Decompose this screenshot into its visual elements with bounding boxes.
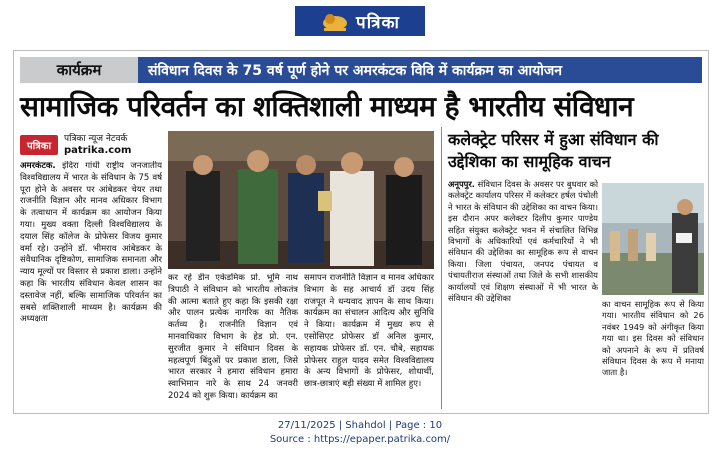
footer-source-line: Source : https://epaper.patrika.com/: [269, 434, 451, 445]
main-story-column-2: कर रहे डीन एकेडमिक प्रो. भूमि नाथ त्रिपाठी ने संविधान को भारतीय लोकतंत्र की आत्मा बताते हुए कहा कि इसकी रक्षा और पालन प्रत्येक नागरिक का नैतिक कर्तव्य है। राजनीति विज्ञान एवं मानवाधिकार विभाग के हेड प्रो. एन. सुरजीत कुमार ने संविधान दिवस के महत्वपूर्ण बिंदुओं पर प्रकाश डाला, जिसे भारत सरकार ने हमारा संविधान हमारा स्वाभिमान नारे के साथ 24 जनवरी 2024 को शुरू किया। कार्यक्रम का: [168, 273, 298, 401]
side-headline: कलेक्ट्रेट परिसर में हुआ संविधान की उद्देशिका का सामूहिक वाचन: [448, 130, 659, 171]
byline: [20, 133, 131, 157]
byline-site: patrika.com: [64, 145, 132, 156]
masthead: [295, 6, 425, 36]
side-story-column-1: [448, 179, 598, 411]
main-story-column-3: समापन राजनीति विज्ञान व मानव अधिकार विभाग के सह आचार्य डॉ उदय सिंह राजपूत ने धन्यवाद ज्ञापन के साथ किया। कार्यक्रम का संचालन आदित्य और सुनिधि ने किया। कार्यक्रम में मुख्य रूप से एसोसिएट प्रोफेसर डॉ अनिल कुमार, सहायक प्रोफेसर डॉ. एन. चौबे, सहायक प्रोफेसर राहुल यादव समेत विश्वविद्यालय के अन्य विभागों के प्रोफेसर, शोधार्थी, छात्र-छात्राएं बड़ी संख्या में शामिल हुए।: [304, 273, 434, 390]
event-photo: [168, 131, 434, 269]
lion-emblem-icon: [320, 10, 350, 32]
masthead-title: पत्रिका: [356, 12, 400, 33]
news-clipping: [13, 50, 709, 414]
story-banner: संविधान दिवस के 75 वर्ष पूर्ण होने पर अमरकंटक विवि में कार्यक्रम का आयोजन: [138, 57, 674, 83]
side-story-column-2: का वाचन सामूहिक रूप से किया गया। भारतीय संविधान को 26 नवंबर 1949 को अंगीकृत किया गया था। इस दिवस को संविधान को अपनाने के रूप में प्रतिवर्ष संविधान दिवस के रूप में मनाया जाता है।: [602, 299, 704, 378]
main-headline: सामाजिक परिवर्तन का शक्तिशाली माध्यम है भारतीय संविधान: [20, 90, 634, 123]
byline-meta: [64, 133, 131, 157]
side-dateline: अनूपपुर.: [448, 179, 475, 189]
main-dateline: अमरकंटक.: [20, 161, 56, 171]
main-story-text-1: इंदिरा गांधी राष्ट्रीय जनजातीय विश्वविद्यालय में भारत के संविधान के 75 वर्ष पूरा होने के अवसर पर आंबेडकर चेयर तथा राजनीति विज्ञान और मानव अधिकार विभाग के तत्वाधान में कार्यक्रम का आयोजन किया गया। मुख्य वक्ता दिल्ली विश्वविद्यालय के दयाल सिंह कॉलेज के प्रोफेसर विजय कुमार वर्मा रहे। उन्होंने डॉ. भीमराव आंबेडकर के संवैधानिक दृष्टिकोण, सामाजिक समानता और न्याय मूल्यों पर विस्तार से प्रकाश डाला। उन्होंने कहा कि भारतीय संविधान केवल शासन का दस्तावेज नहीं, बल्कि सामाजिक परिवर्तन का सबसे शक्तिशाली माध्यम है। कार्यक्रम की अध्यक्षता: [20, 161, 162, 325]
patrika-badge-icon: पत्रिका: [20, 135, 58, 155]
footer-date-line: 27/11/2025 | Shahdol | Page : 10: [277, 420, 443, 431]
column-divider: [441, 127, 442, 409]
side-story-text-1: संविधान दिवस के अवसर पर बुधवार को कलेक्ट्रेट कार्यालय परिसर में कलेक्टर हर्षल पंचोली ने भारत के संविधान की उद्देशिका का वाचन किया। इस दौरान अपर कलेक्टर दिलीप कुमार पाण्डेय सहित संयुक्त कलेक्ट्रेट भवन में संचालित विभिन्न विभागों के अधिकारियों एवं कर्मचारियों ने भी संविधान की उद्देशिका का सामूहिक रूप से वाचन किया। जिला पंचायत, जनपद पंचायत व पंचायतीराज संस्थाओं तथा जिले के सभी शासकीय कार्यालयों एवं शिक्षण संस्थाओं में भी भारत के संविधान की उद्देशिका: [448, 179, 598, 304]
banner-end-block: [674, 57, 702, 83]
byline-network: पत्रिका न्यूज नेटवर्क: [64, 134, 128, 144]
collectorate-photo: [602, 183, 704, 295]
section-tag: कार्यक्रम: [20, 57, 138, 83]
main-story-column-1: [20, 161, 162, 409]
